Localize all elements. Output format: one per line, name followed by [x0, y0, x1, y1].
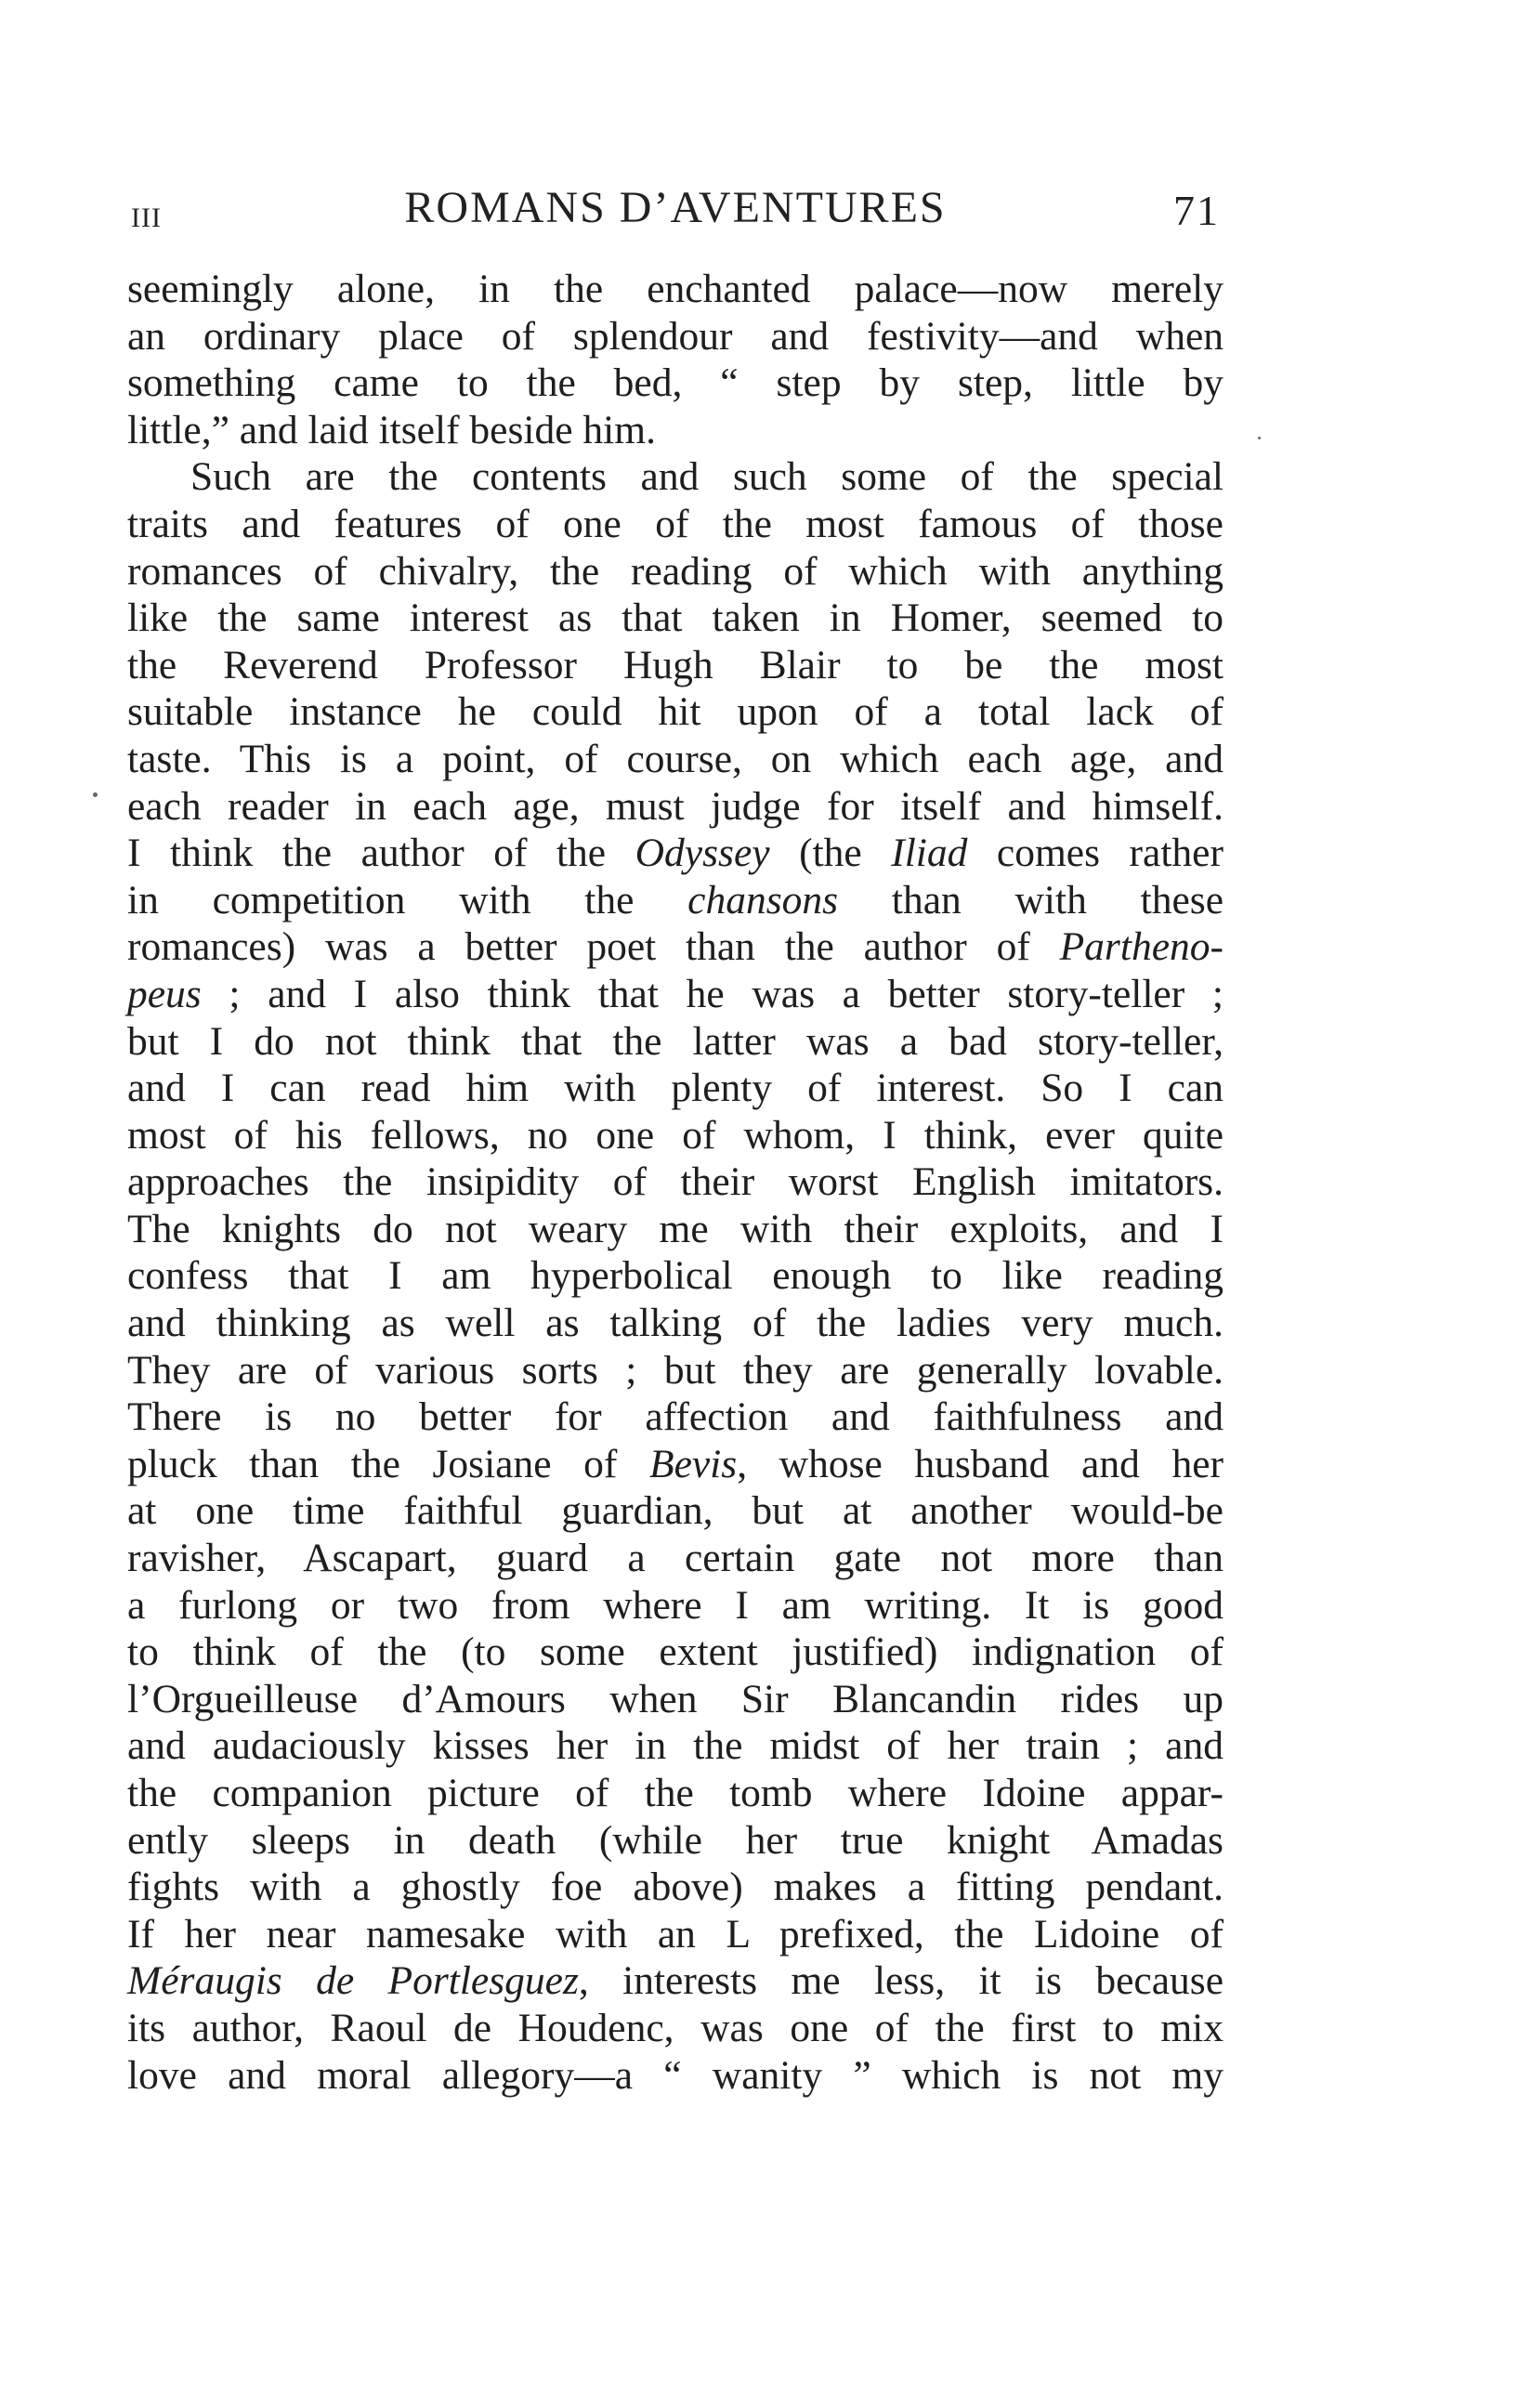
- text-run: taste. This is a point, of course, on which each age, and: [127, 736, 1223, 781]
- text-run: fights with a ghostly foe above) makes a fitting pendant.: [127, 1865, 1223, 1910]
- text-run: something came to the bed, “ step by step, little by: [127, 360, 1223, 406]
- running-header: [131, 182, 1220, 247]
- text-run: confess that I am hyperbolical enough to like reading: [127, 1253, 1223, 1299]
- text-run: at one time faithful guardian, but at another would-be: [127, 1488, 1223, 1534]
- italic-title: Méraugis de Portlesguez: [127, 1958, 579, 2004]
- page-speck: [1258, 437, 1261, 439]
- text-run: most of his fellows, no one of whom, I think, ever quite: [127, 1112, 1223, 1158]
- text-run: an ordinary place of splendour and festivity—and when: [127, 313, 1223, 359]
- italic-title: peus: [127, 971, 202, 1016]
- text-run: romances of chivalry, the reading of which with anything: [127, 548, 1223, 594]
- text-run: ; and I also think that he was a better story-teller ;: [201, 971, 1223, 1016]
- text-line: [127, 1722, 1223, 1770]
- italic-title: Odyssey: [635, 831, 770, 876]
- text-line: [127, 1158, 1223, 1206]
- text-run: a furlong or two from where I am writing. It is good: [127, 1582, 1223, 1628]
- text-run: and I can read him with plenty of interest. So I can: [127, 1066, 1223, 1111]
- text-run: suitable instance he could hit upon of a total lack of: [127, 689, 1223, 735]
- text-run: I think the author of the: [127, 831, 635, 876]
- text-line: [127, 1206, 1223, 1253]
- text-line: [127, 1770, 1223, 1817]
- text-run: love and moral allegory—a “ wanity ” which is not my: [127, 2052, 1223, 2098]
- italic-title: Bevis: [649, 1441, 738, 1486]
- text-line: [127, 548, 1223, 595]
- text-line: [127, 877, 1223, 924]
- text-run: the Reverend Professor Hugh Blair to be the most: [127, 642, 1223, 687]
- text-line: [127, 313, 1223, 360]
- text-run: ently sleeps in death (while her true knight Amadas: [127, 1817, 1223, 1863]
- text-run: ravisher, Ascapart, guard a certain gate not more than: [127, 1536, 1223, 1581]
- text-run: its author, Raoul de Houdenc, was one of the first to mix: [127, 2005, 1223, 2050]
- text-run: They are of various sorts ; but they are generally lovable.: [127, 1347, 1223, 1393]
- text-line: [127, 266, 1223, 313]
- text-line: [127, 1629, 1223, 1676]
- text-line: [127, 407, 1223, 454]
- text-line: [127, 642, 1223, 689]
- page-number: 71: [1173, 187, 1220, 234]
- text-run: approaches the insipidity of their worst English imitators.: [127, 1159, 1223, 1205]
- text-line: [127, 2005, 1223, 2052]
- text-run: than with these: [838, 877, 1223, 923]
- text-run: but I do not think that the latter was a bad story-teller,: [127, 1018, 1223, 1064]
- text-run: There is no better for affection and faithfulness and: [127, 1394, 1223, 1440]
- text-line: [127, 1252, 1223, 1300]
- text-line: [127, 453, 1223, 501]
- text-run: , interests me less, it is because: [578, 1958, 1224, 2004]
- text-run: like the same interest as that taken in Homer, seemed to: [127, 595, 1223, 641]
- text-line: [127, 501, 1223, 548]
- text-line: [127, 1817, 1223, 1865]
- text-run: Such are the contents and such some of the special: [190, 454, 1223, 500]
- text-run: each reader in each age, must judge for itself and himself.: [127, 783, 1223, 829]
- text-run: (the: [769, 831, 892, 876]
- text-line: [127, 783, 1223, 831]
- text-line: [127, 1676, 1223, 1723]
- text-line: [127, 1582, 1223, 1629]
- text-line: [127, 1441, 1223, 1488]
- text-run: in competition with the: [127, 877, 688, 923]
- text-run: seemingly alone, in the enchanted palace—now merely: [127, 267, 1223, 311]
- text-line: [127, 360, 1223, 407]
- text-line: [127, 2052, 1223, 2100]
- text-line: [127, 971, 1223, 1018]
- text-run: The knights do not weary me with their exploits, and I: [127, 1206, 1223, 1251]
- text-run: comes rather: [967, 831, 1223, 876]
- page-speck: [93, 792, 98, 797]
- text-line: [127, 595, 1223, 642]
- text-run: and thinking as well as talking of the ladies very much.: [127, 1301, 1223, 1346]
- text-line: [127, 736, 1223, 783]
- text-line: [127, 1864, 1223, 1911]
- text-line: [127, 1535, 1223, 1582]
- text-run: the companion picture of the tomb where Idoine appar-: [127, 1771, 1223, 1815]
- text-line: [127, 923, 1223, 971]
- text-line: [127, 688, 1223, 736]
- text-run: pluck than the Josiane of: [127, 1441, 649, 1486]
- text-line: [127, 1112, 1223, 1159]
- text-line: [127, 1347, 1223, 1394]
- text-run: , whose husband and her: [737, 1441, 1223, 1486]
- text-line: [127, 1487, 1223, 1535]
- italic-title: Partheno-: [1059, 924, 1223, 970]
- text-run: little,” and laid itself beside him.: [127, 407, 656, 452]
- text-line: [127, 1394, 1223, 1441]
- body-text: [127, 266, 1223, 2099]
- text-line: [127, 830, 1223, 877]
- running-title: ROMANS D’AVENTURES: [404, 183, 947, 232]
- text-line: [127, 1065, 1223, 1112]
- text-line: [127, 1911, 1223, 1958]
- text-run: If her near namesake with an L prefixed, the Lidoine of: [127, 1911, 1223, 1956]
- italic-title: Iliad: [891, 831, 968, 876]
- text-run: to think of the (to some extent justified) indignation of: [127, 1629, 1223, 1675]
- text-run: l’Orgueilleuse d’Amours when Sir Blancandin rides up: [127, 1676, 1223, 1721]
- chapter-number: III: [131, 203, 162, 233]
- text-run: romances) was a better poet than the author of: [127, 924, 1060, 970]
- italic-title: chansons: [687, 877, 839, 923]
- text-line: [127, 1018, 1223, 1066]
- text-run: traits and features of one of the most famous of those: [127, 501, 1223, 546]
- text-line: [127, 1957, 1223, 2005]
- text-run: and audaciously kisses her in the midst of her train ; and: [127, 1723, 1223, 1769]
- text-line: [127, 1300, 1223, 1347]
